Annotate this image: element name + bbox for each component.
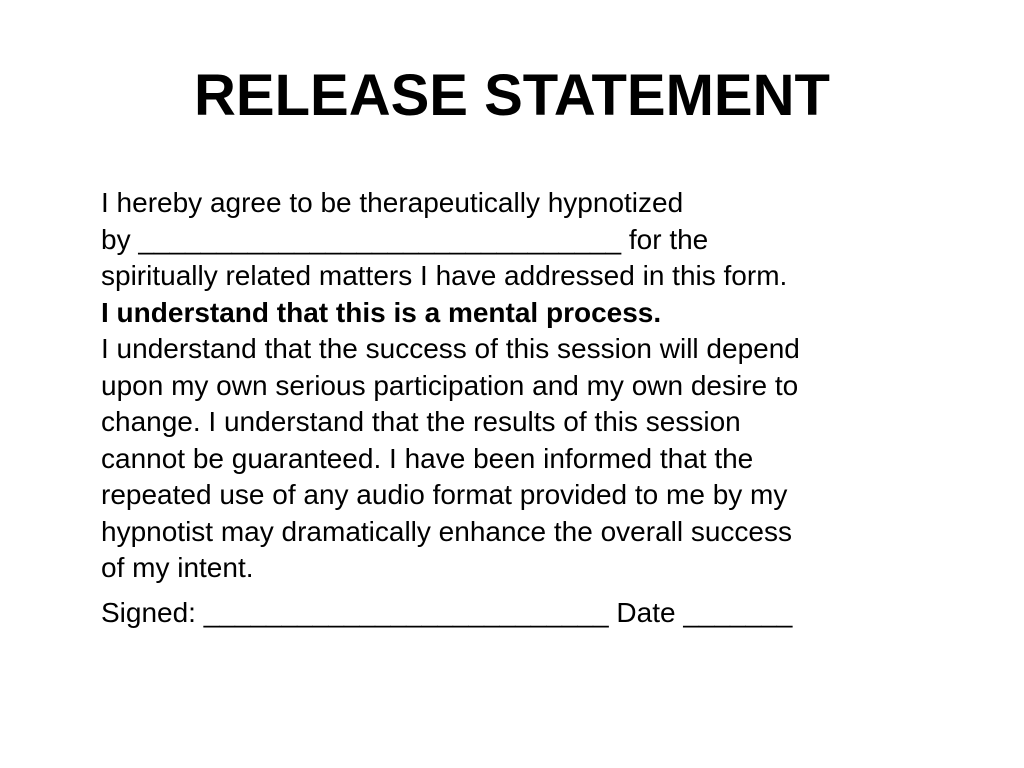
statement-line-1: I hereby agree to be therapeutically hypnotized <box>101 187 684 218</box>
statement-line-11: of my intent. <box>101 552 254 583</box>
statement-line-9: repeated use of any audio format provided to me by my <box>101 479 788 510</box>
statement-line-4-emphasis: I understand that this is a mental process. <box>101 296 662 328</box>
statement-line-3: spiritually related matters I have addressed in this form. <box>101 260 788 291</box>
statement-line-6: upon my own serious participation and my own desire to <box>101 369 799 401</box>
statement-line-2-practitioner-blank: by _______________________________ for the <box>101 223 709 255</box>
statement-line-8: cannot be guaranteed. I have been informed that the <box>101 442 754 474</box>
page-title: RELEASE STATEMENT <box>194 63 830 128</box>
statement-body <box>101 185 981 631</box>
signature-date-line: Signed: __________________________ Date _______ <box>101 596 793 628</box>
statement-line-10: hypnotist may dramatically enhance the overall success <box>101 515 793 547</box>
statement-line-7: change. I understand that the results of this session <box>101 406 741 437</box>
statement-line-5: I understand that the success of this session will depend <box>101 333 800 364</box>
